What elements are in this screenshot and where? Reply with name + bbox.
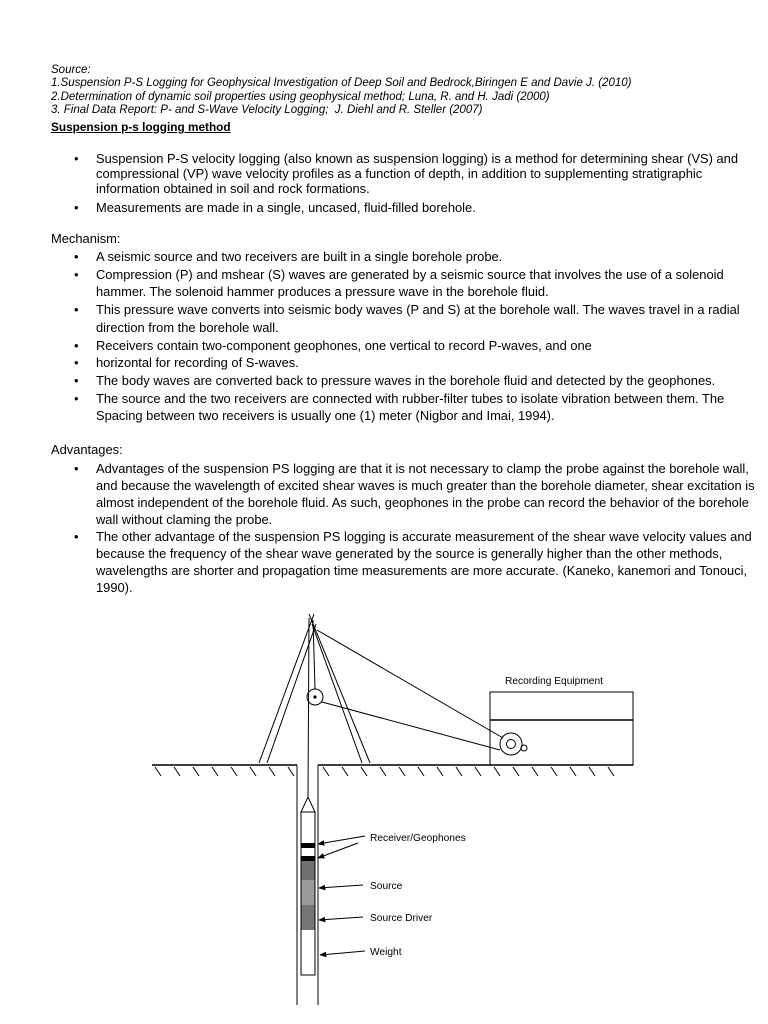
ground-hatch-mark bbox=[589, 767, 595, 776]
bullet-marker: • bbox=[74, 460, 79, 476]
advantages-bullet-item bbox=[74, 460, 755, 528]
advantages-bullet-list bbox=[74, 460, 755, 597]
tripod-leg-left-outer bbox=[259, 614, 314, 763]
sources-label: Source: bbox=[51, 64, 91, 76]
text-line: Suspension P-S velocity logging (also known as suspension logging) is a method for determining shear (VS) and bbox=[96, 150, 739, 166]
bullet-marker: • bbox=[74, 302, 79, 318]
ground-hatch-mark bbox=[342, 767, 348, 776]
text-line: hammer. The solenoid hammer produces a pressure wave in the borehole fluid. bbox=[96, 284, 549, 300]
source-entry: 3. Final Data Report: P- and S-Wave Velocity Logging; J. Diehl and R. Steller (2007) bbox=[51, 104, 483, 117]
text-line: almost independent of the borehole fluid. As such, geophones in the probe can record the behavior of the borehole bbox=[96, 494, 749, 510]
ground-surface bbox=[152, 765, 633, 776]
bullet-marker: • bbox=[74, 372, 79, 388]
ground-hatch-mark bbox=[437, 767, 443, 776]
weight-arrow bbox=[320, 951, 365, 955]
ground-hatch-mark bbox=[532, 767, 538, 776]
text-line: Compression (P) and mshear (S) waves are generated by a seismic source that involves the use of a solenoid bbox=[96, 266, 724, 282]
text-line: because the frequency of the shear wave generated by the source is generally higher than the other methods, bbox=[96, 545, 723, 561]
ground-hatch-mark bbox=[155, 767, 161, 776]
borehole-probe bbox=[301, 797, 315, 975]
source-section bbox=[301, 880, 315, 905]
source-arrow bbox=[319, 885, 363, 888]
text-line: 1990). bbox=[96, 580, 133, 596]
ground-hatch-mark bbox=[608, 767, 614, 776]
ground-hatch-mark bbox=[250, 767, 256, 776]
weight-label: Weight bbox=[370, 947, 402, 958]
cable-reel-hub bbox=[507, 740, 516, 749]
ground-hatching bbox=[155, 767, 614, 776]
ground-hatch-mark bbox=[288, 767, 294, 776]
mechanism-bullet-list bbox=[74, 248, 740, 425]
source-driver-label: Source Driver bbox=[370, 913, 433, 924]
advantages-bullet-item bbox=[74, 528, 755, 596]
probe-filter-tube bbox=[301, 848, 315, 856]
recording-equipment-box bbox=[490, 692, 633, 765]
source-entry: 2.Determination of dynamic soil properties using geophysical method; Luna, R. and H. Jadi (2000) bbox=[51, 90, 550, 103]
ground-hatch-mark bbox=[231, 767, 237, 776]
source-driver-section bbox=[301, 905, 315, 930]
bullet-marker: • bbox=[74, 337, 79, 353]
probe-shaded-upper bbox=[301, 861, 315, 880]
probe-callouts bbox=[318, 833, 466, 958]
receiver-upper-band bbox=[301, 843, 315, 848]
cables bbox=[308, 618, 503, 797]
intro-bullet-item bbox=[74, 150, 739, 196]
text-line: wall without claming the probe. bbox=[96, 511, 273, 527]
text-line: horizontal for recording of S-waves. bbox=[96, 355, 299, 371]
receiver-lower-band bbox=[301, 856, 315, 861]
intro-bullet-list bbox=[74, 150, 739, 215]
text-line: The other advantage of the suspension PS logging is accurate measurement of the shear wave velocity values and bbox=[96, 528, 752, 544]
text-line: Receivers contain two-component geophones, one vertical to record P-waves, and one bbox=[96, 337, 592, 353]
tripod-leg-right-inner bbox=[312, 624, 362, 763]
mechanism-heading: Mechanism: bbox=[51, 231, 121, 246]
ground-hatch-mark bbox=[494, 767, 500, 776]
ground-hatch-mark bbox=[475, 767, 481, 776]
mechanism-bullet-item bbox=[74, 354, 740, 372]
receiver-geophones-label: Receiver/Geophones bbox=[370, 833, 466, 844]
text-line: This pressure wave converts into seismic body waves (P and S) at the borehole wall. The waves travel in a radial bbox=[96, 302, 740, 318]
probe-upper-section bbox=[301, 812, 315, 843]
bullet-marker: • bbox=[74, 249, 79, 264]
source-label: Source bbox=[370, 881, 403, 892]
text-line: information obtained in soil and rock formations. bbox=[96, 180, 370, 196]
ground-hatch-mark bbox=[570, 767, 576, 776]
ground-hatch-mark bbox=[418, 767, 424, 776]
text-line: wavelengths are shorter and propagation time measurements are more accurate. (Kaneko, kanemori and Tonouci, bbox=[96, 563, 748, 579]
recording-equipment-label: Recording Equipment bbox=[505, 676, 603, 687]
sources-block bbox=[51, 64, 631, 118]
bullet-marker: • bbox=[74, 199, 79, 215]
section-title: Suspension p-s logging method bbox=[51, 120, 231, 134]
probe-tip bbox=[301, 797, 315, 812]
bullet-marker: • bbox=[74, 528, 79, 544]
receiver-arrow-upper bbox=[318, 836, 365, 844]
cable-to-reel-upper bbox=[317, 630, 503, 738]
pulley-axle bbox=[313, 695, 316, 698]
advantages-heading: Advantages: bbox=[51, 442, 123, 457]
text-line: The body waves are converted back to pressure waves in the borehole fluid and detected by the geophones. bbox=[96, 372, 716, 388]
tripod-leg-right-outer bbox=[309, 614, 370, 763]
ground-hatch-mark bbox=[193, 767, 199, 776]
text-line: Measurements are made in a single, uncased, fluid-filled borehole. bbox=[96, 199, 476, 215]
text-line: direction from the borehole wall. bbox=[96, 319, 279, 335]
receiver-arrow-lower bbox=[318, 843, 358, 858]
ground-hatch-mark bbox=[174, 767, 180, 776]
intro-bullet-item bbox=[74, 199, 738, 215]
source-driver-arrow bbox=[319, 917, 363, 920]
bullet-marker: • bbox=[74, 390, 79, 406]
recording-equipment bbox=[490, 676, 633, 765]
suspension-logging-diagram bbox=[0, 600, 768, 1020]
text-line: Spacing between two receivers is usually one (1) meter (Nigbor and Imai, 1994). bbox=[96, 408, 555, 424]
mechanism-bullet-item bbox=[74, 372, 740, 390]
mechanism-bullet-item bbox=[74, 337, 740, 355]
ground-hatch-mark bbox=[399, 767, 405, 776]
ground-hatch-mark bbox=[551, 767, 557, 776]
ground-hatch-mark bbox=[212, 767, 218, 776]
bullet-marker: • bbox=[74, 355, 79, 371]
ground-hatch-mark bbox=[513, 767, 519, 776]
text-line: compressional (VP) wave velocity profiles as a function of depth, in addition to supplementing stratigraphic bbox=[96, 165, 703, 181]
text-line: Advantages of the suspension PS logging are that it is not necessary to clamp the probe against the borehole wall, bbox=[96, 460, 749, 476]
cable-reel-knob bbox=[521, 745, 527, 751]
ground-hatch-mark bbox=[269, 767, 275, 776]
ground-hatch-mark bbox=[456, 767, 462, 776]
tripod bbox=[259, 614, 370, 763]
mechanism-bullet-item bbox=[74, 248, 740, 266]
ground-hatch-mark bbox=[323, 767, 329, 776]
mechanism-bullet-item bbox=[74, 390, 740, 425]
ground-hatch-mark bbox=[380, 767, 386, 776]
weight-section bbox=[301, 930, 315, 975]
bullet-marker: • bbox=[74, 266, 79, 282]
mechanism-bullet-item bbox=[74, 266, 740, 301]
text-line: A seismic source and two receivers are built in a single borehole probe. bbox=[96, 249, 503, 264]
text-line: and because the wavelength of excited shear waves is much greater than the borehole diameter, shear excitation is bbox=[96, 477, 755, 493]
mechanism-bullet-item bbox=[74, 301, 740, 336]
bullet-marker: • bbox=[74, 150, 79, 166]
text-line: The source and the two receivers are connected with rubber-filter tubes to isolate vibration between them. The bbox=[96, 390, 725, 406]
source-entry: 1.Suspension P-S Logging for Geophysical Investigation of Deep Soil and Bedrock,Biringen E and Davie J. (2010) bbox=[51, 77, 632, 90]
cable-reel bbox=[500, 733, 522, 755]
ground-hatch-mark bbox=[361, 767, 367, 776]
